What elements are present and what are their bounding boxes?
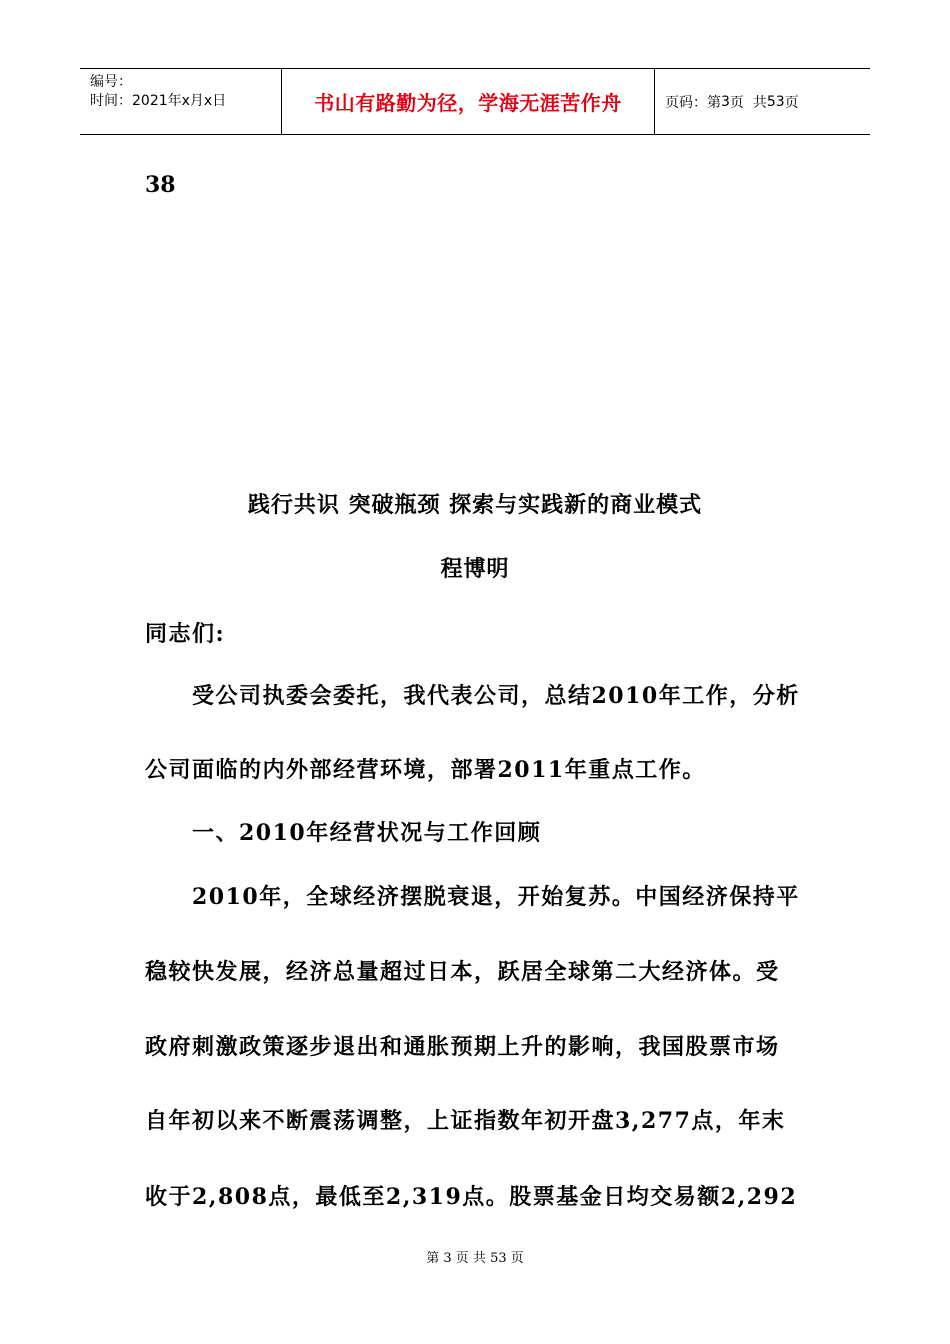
header-page-info	[655, 69, 870, 134]
footer-page-total: 53	[490, 1251, 507, 1266]
page-header	[80, 68, 870, 135]
body-line: 同志们:	[145, 621, 226, 647]
header-page-suffix: 页	[784, 94, 799, 111]
body-line: 受公司执委会委托，我代表公司，总结2010年工作，分析	[145, 683, 800, 709]
body-line: 自年初以来不断震荡调整，上证指数年初开盘3,277点，年末	[145, 1108, 786, 1134]
body-line: 收于2,808点，最低至2,319点。股票基金日均交易额2,292	[145, 1184, 798, 1210]
header-meta	[80, 69, 281, 134]
page-footer	[0, 1247, 950, 1266]
body-line: 稳较快发展，经济总量超过日本，跃居全球第二大经济体。受	[145, 959, 780, 985]
footer-page-current: 3	[443, 1251, 452, 1266]
document-number-label: 编号：	[90, 74, 132, 90]
header-page-current: 3	[721, 93, 730, 110]
footer-prefix: 第	[426, 1251, 444, 1266]
header-page-middle: 页 共	[729, 94, 767, 111]
footer-middle: 页 共	[451, 1251, 491, 1266]
top-page-number: 38	[145, 172, 176, 198]
document-author: 程博明	[440, 556, 510, 582]
body-line: 政府刺激政策逐步退出和通胀预期上升的影响，我国股票市场	[145, 1034, 780, 1060]
footer-suffix: 页	[506, 1251, 524, 1266]
document-time-label: 时间：2021年x月x日	[90, 93, 227, 109]
header-motto: 书山有路勤为径，学海无涯苦作舟	[281, 69, 655, 134]
header-page-total: 53	[766, 93, 785, 110]
header-page-prefix: 页码：第	[665, 94, 721, 111]
body-line: 公司面临的内外部经营环境，部署2011年重点工作。	[145, 757, 706, 783]
body-line: 2010年，全球经济摆脱衰退，开始复苏。中国经济保持平	[145, 884, 800, 910]
body-line: 一、2010年经营状况与工作回顾	[145, 820, 542, 846]
document-title: 践行共识 突破瓶颈 探索与实践新的商业模式	[247, 492, 703, 518]
